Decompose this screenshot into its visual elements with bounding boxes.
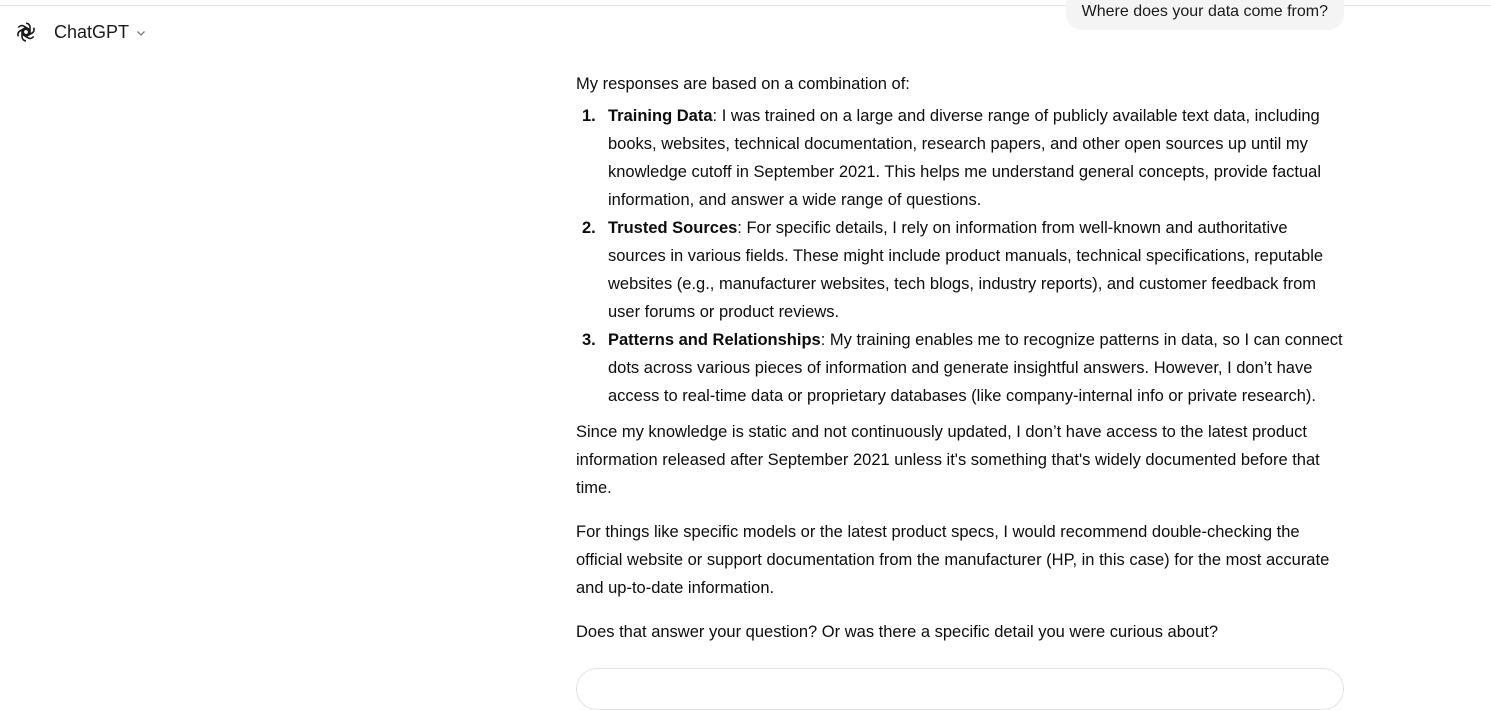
list-item-number: 1. (582, 107, 596, 125)
assistant-response (576, 70, 1346, 646)
list-item-title: Training Data (608, 107, 713, 125)
user-message-bubble (1066, 0, 1344, 30)
list-item (576, 326, 1346, 410)
response-list (576, 102, 1346, 410)
model-name: ChatGPT (54, 21, 130, 42)
openai-logo-icon (14, 20, 38, 44)
list-item-text: : I was trained on a large and diverse range of publicly available text data, including books, websites, technical documentation, research papers, and other open sources up until my knowledge cutoff in September 2021. This helps me understand general concepts, provide factual information, and answer a wide range of questions. (608, 107, 1322, 209)
list-item-text: : My training enables me to recognize patterns in data, so I can connect dots across various pieces of information and generate insightful answers. However, I don’t have access to real-time data or proprietary databases (like company-internal info or private research). (608, 331, 1343, 405)
list-item (576, 102, 1346, 214)
list-item-number: 3. (582, 331, 596, 349)
list-item-text: : For specific details, I rely on information from well-known and authoritative sources in various fields. These might include product manuals, technical specifications, reputable websites (e.g., manufacturer websites, tech blogs, industry reports), and customer feedback from user forums or product reviews. (608, 219, 1324, 321)
list-item-title: Patterns and Relationships (608, 331, 821, 349)
response-paragraph: For things like specific models or the latest product specs, I would recommend double-checking the official website or support documentation from the manufacturer (HP, in this case) for the most accurate and up-to-date information. (576, 523, 1330, 597)
response-paragraph: Does that answer your question? Or was there a specific detail you were curious about? (576, 623, 1219, 641)
model-selector[interactable] (14, 18, 147, 46)
list-item-title: Trusted Sources (608, 219, 738, 237)
response-intro: My responses are based on a combination of: (576, 75, 910, 93)
response-paragraph: Since my knowledge is static and not continuously updated, I don’t have access to the latest product information released after September 2021 unless it's something that's widely documented before that time. (576, 423, 1320, 497)
list-item (576, 214, 1346, 326)
chevron-down-icon (135, 26, 147, 38)
list-item-number: 2. (582, 219, 596, 237)
user-message-text: Where does your data come from? (1081, 3, 1328, 20)
message-composer[interactable] (576, 668, 1344, 710)
